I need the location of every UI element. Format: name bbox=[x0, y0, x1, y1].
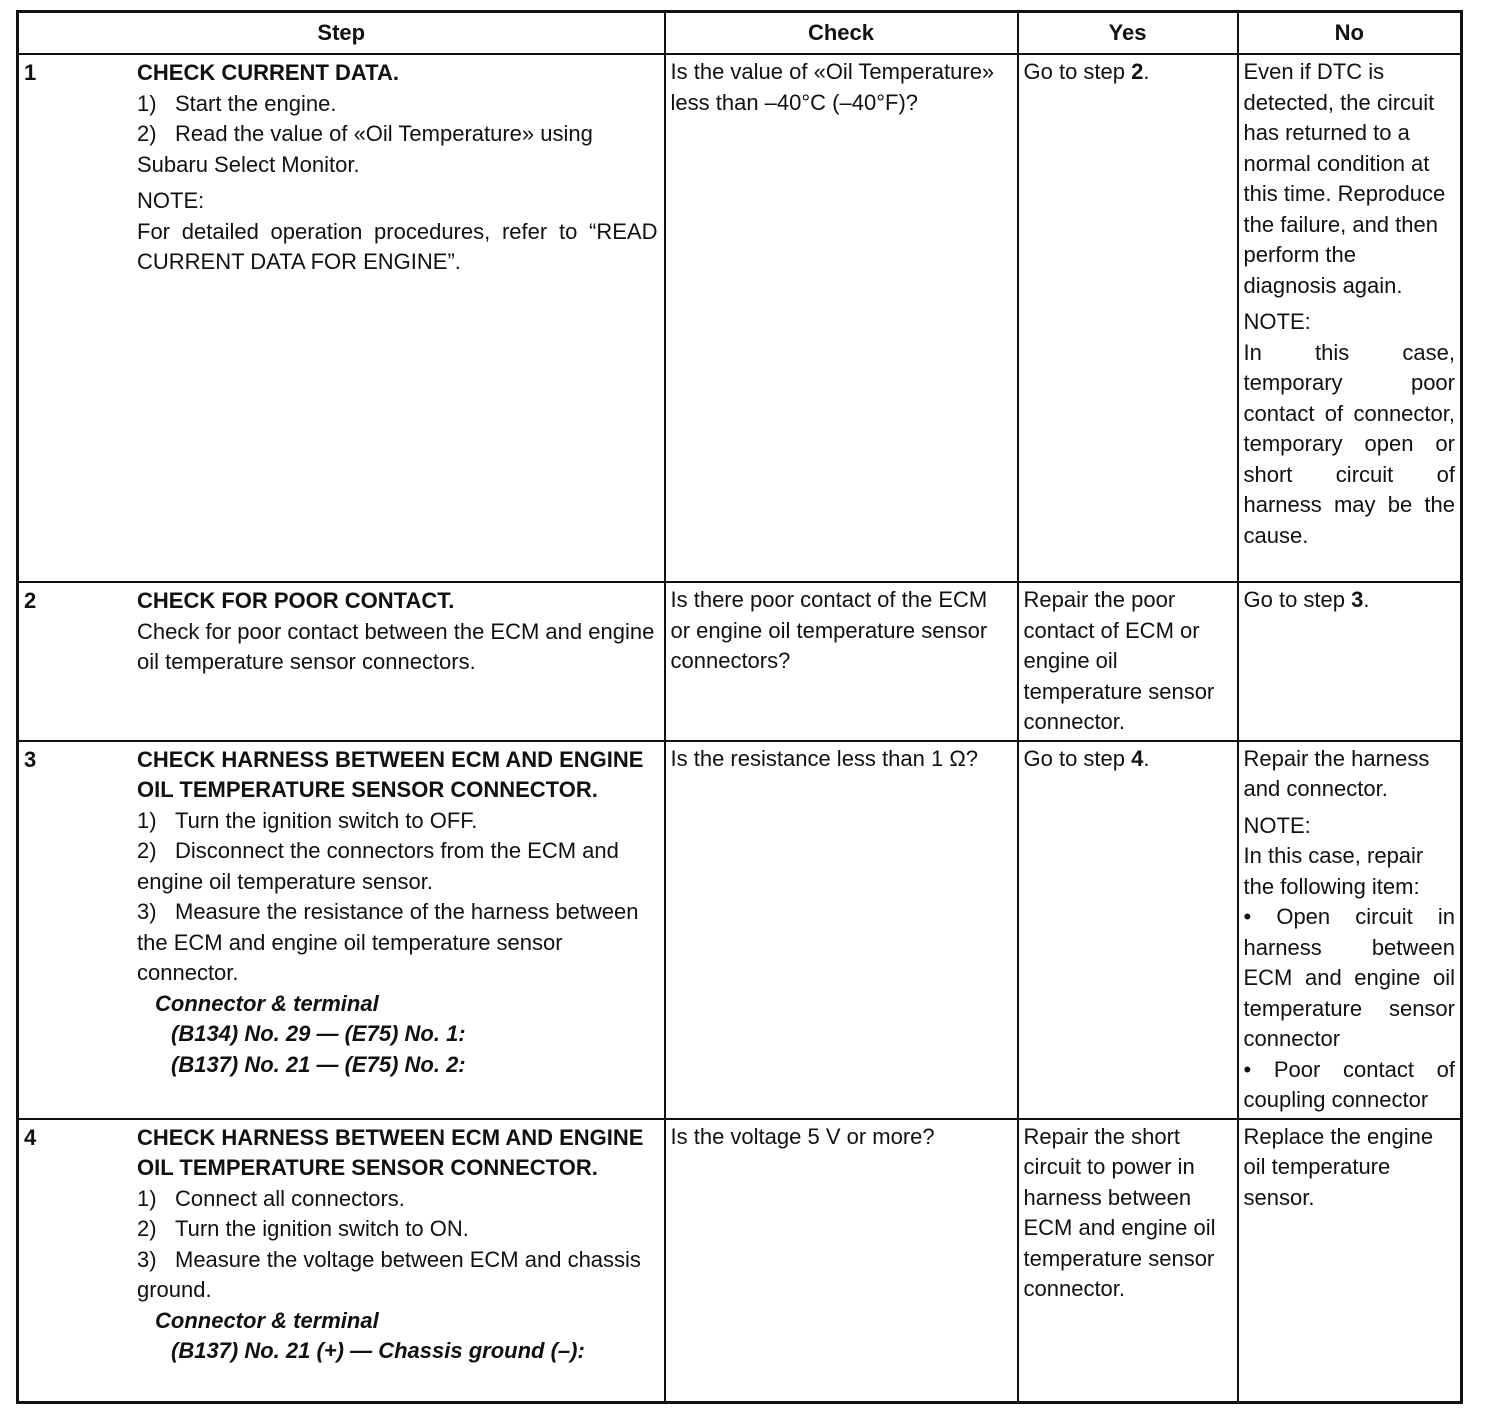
yes-step-ref: 2 bbox=[1131, 59, 1144, 84]
step-cell bbox=[18, 741, 665, 1119]
check-cell: Is the value of «Oil Temperature» less than –40°C (–40°F)? bbox=[665, 54, 1018, 582]
no-note-label: NOTE: bbox=[1243, 812, 1311, 838]
step-number: 4 bbox=[24, 1124, 37, 1150]
no-cell bbox=[1238, 582, 1462, 741]
step-cell bbox=[18, 54, 665, 582]
substep-text: Disconnect the connectors from the ECM and engine oil temperature sensor. bbox=[137, 838, 619, 894]
substep-text: Turn the ignition switch to ON. bbox=[175, 1216, 469, 1241]
table-row bbox=[18, 54, 1462, 582]
substep-text: Connect all connectors. bbox=[175, 1185, 405, 1211]
header-check: Check bbox=[665, 12, 1018, 55]
step-title: CHECK HARNESS BETWEEN ECM AND ENGINE OIL TEMPERATURE SENSOR CONNECTOR. bbox=[137, 1124, 644, 1180]
substep-text: Measure the voltage between ECM and chassis ground. bbox=[137, 1246, 641, 1302]
step-title: CHECK CURRENT DATA. bbox=[137, 60, 399, 85]
no-bullet: • Poor contact of coupling connector bbox=[1243, 1056, 1455, 1112]
substep-text: Start the engine. bbox=[175, 90, 337, 116]
step-cell bbox=[18, 1119, 665, 1403]
connector-terminal: (B134) No. 29 — (E75) No. 1: bbox=[171, 1021, 466, 1046]
check-cell: Is the resistance less than 1 Ω? bbox=[665, 741, 1018, 1119]
substep-number: 2) bbox=[137, 838, 157, 863]
yes-prefix: Go to step bbox=[1023, 59, 1132, 84]
connector-label: Connector & terminal bbox=[155, 990, 379, 1016]
no-prefix: Go to step bbox=[1243, 587, 1352, 612]
diagnostic-procedure-page bbox=[16, 10, 1463, 1404]
table-row bbox=[18, 1119, 1462, 1403]
diagnostic-table bbox=[16, 10, 1463, 1404]
substep-text: Turn the ignition switch to OFF. bbox=[175, 807, 478, 833]
yes-step-ref: 4 bbox=[1131, 745, 1144, 771]
step-number: 1 bbox=[24, 60, 37, 85]
table-row bbox=[18, 582, 1462, 741]
connector-label: Connector & terminal bbox=[155, 1307, 379, 1333]
substep-text: Measure the resistance of the harness between the ECM and engine oil temperature sensor connector. bbox=[137, 899, 639, 985]
yes-prefix: Go to step bbox=[1023, 745, 1132, 771]
step-cell bbox=[18, 582, 665, 741]
substep-number: 1) bbox=[137, 1185, 157, 1211]
no-step-ref: 3 bbox=[1351, 587, 1364, 612]
check-cell: Is the voltage 5 V or more? bbox=[665, 1119, 1018, 1403]
no-cell: Replace the engine oil temperature sensor. bbox=[1238, 1119, 1462, 1403]
step-title: CHECK HARNESS BETWEEN ECM AND ENGINE OIL TEMPERATURE SENSOR CONNECTOR. bbox=[137, 746, 644, 802]
check-cell: Is there poor contact of the ECM or engine oil temperature sensor connectors? bbox=[665, 582, 1018, 741]
substep-number: 3) bbox=[137, 1246, 157, 1272]
no-note-text: In this case, repair the following item: bbox=[1243, 843, 1424, 899]
yes-cell bbox=[1018, 741, 1238, 1119]
step-text: Check for poor contact between the ECM and engine oil temperature sensor connectors. bbox=[137, 618, 655, 674]
no-cell bbox=[1238, 54, 1462, 582]
yes-suffix: . bbox=[1143, 745, 1150, 771]
substep-number: 1) bbox=[137, 807, 157, 833]
header-row bbox=[18, 12, 1462, 55]
substep-number: 1) bbox=[137, 90, 157, 116]
connector-terminal: (B137) No. 21 — (E75) No. 2: bbox=[171, 1051, 466, 1077]
substep-number: 2) bbox=[137, 121, 157, 146]
yes-suffix: . bbox=[1143, 59, 1150, 84]
substep-number: 2) bbox=[137, 1216, 157, 1241]
no-note-label: NOTE: bbox=[1243, 309, 1311, 334]
yes-cell bbox=[1018, 54, 1238, 582]
yes-cell: Repair the short circuit to power in harness between ECM and engine oil temperature sensor connector. bbox=[1018, 1119, 1238, 1403]
step-number: 3 bbox=[24, 746, 37, 772]
connector-terminal: (B137) No. 21 (+) — Chassis ground (–): bbox=[171, 1338, 585, 1363]
substep-number: 3) bbox=[137, 899, 157, 924]
header-no: No bbox=[1238, 12, 1462, 55]
step-title: CHECK FOR POOR CONTACT. bbox=[137, 588, 455, 613]
no-bullet: • Open circuit in harness between ECM and engine oil temperature sensor connector bbox=[1243, 904, 1455, 1051]
no-text: Even if DTC is detected, the circuit has returned to a normal condition at this time. Reproduce the failure, and then perform the diagnosis again. bbox=[1243, 59, 1446, 298]
no-text: Repair the harness and connector. bbox=[1243, 745, 1430, 801]
header-yes: Yes bbox=[1018, 12, 1238, 55]
yes-cell: Repair the poor contact of ECM or engine oil temperature sensor connector. bbox=[1018, 582, 1238, 741]
no-note-text: In this case, temporary poor contact of connector, temporary open or short circuit of harness may be the cause. bbox=[1243, 339, 1455, 548]
note-label: NOTE: bbox=[137, 188, 205, 213]
header-step: Step bbox=[18, 12, 665, 55]
substep-text: Read the value of «Oil Temperature» using Subaru Select Monitor. bbox=[137, 121, 593, 177]
no-cell bbox=[1238, 741, 1462, 1119]
no-suffix: . bbox=[1363, 587, 1370, 612]
table-row bbox=[18, 741, 1462, 1119]
note-text: For detailed operation procedures, refer to “READ CURRENT DATA FOR ENGINE”. bbox=[137, 218, 658, 274]
step-number: 2 bbox=[24, 588, 37, 613]
